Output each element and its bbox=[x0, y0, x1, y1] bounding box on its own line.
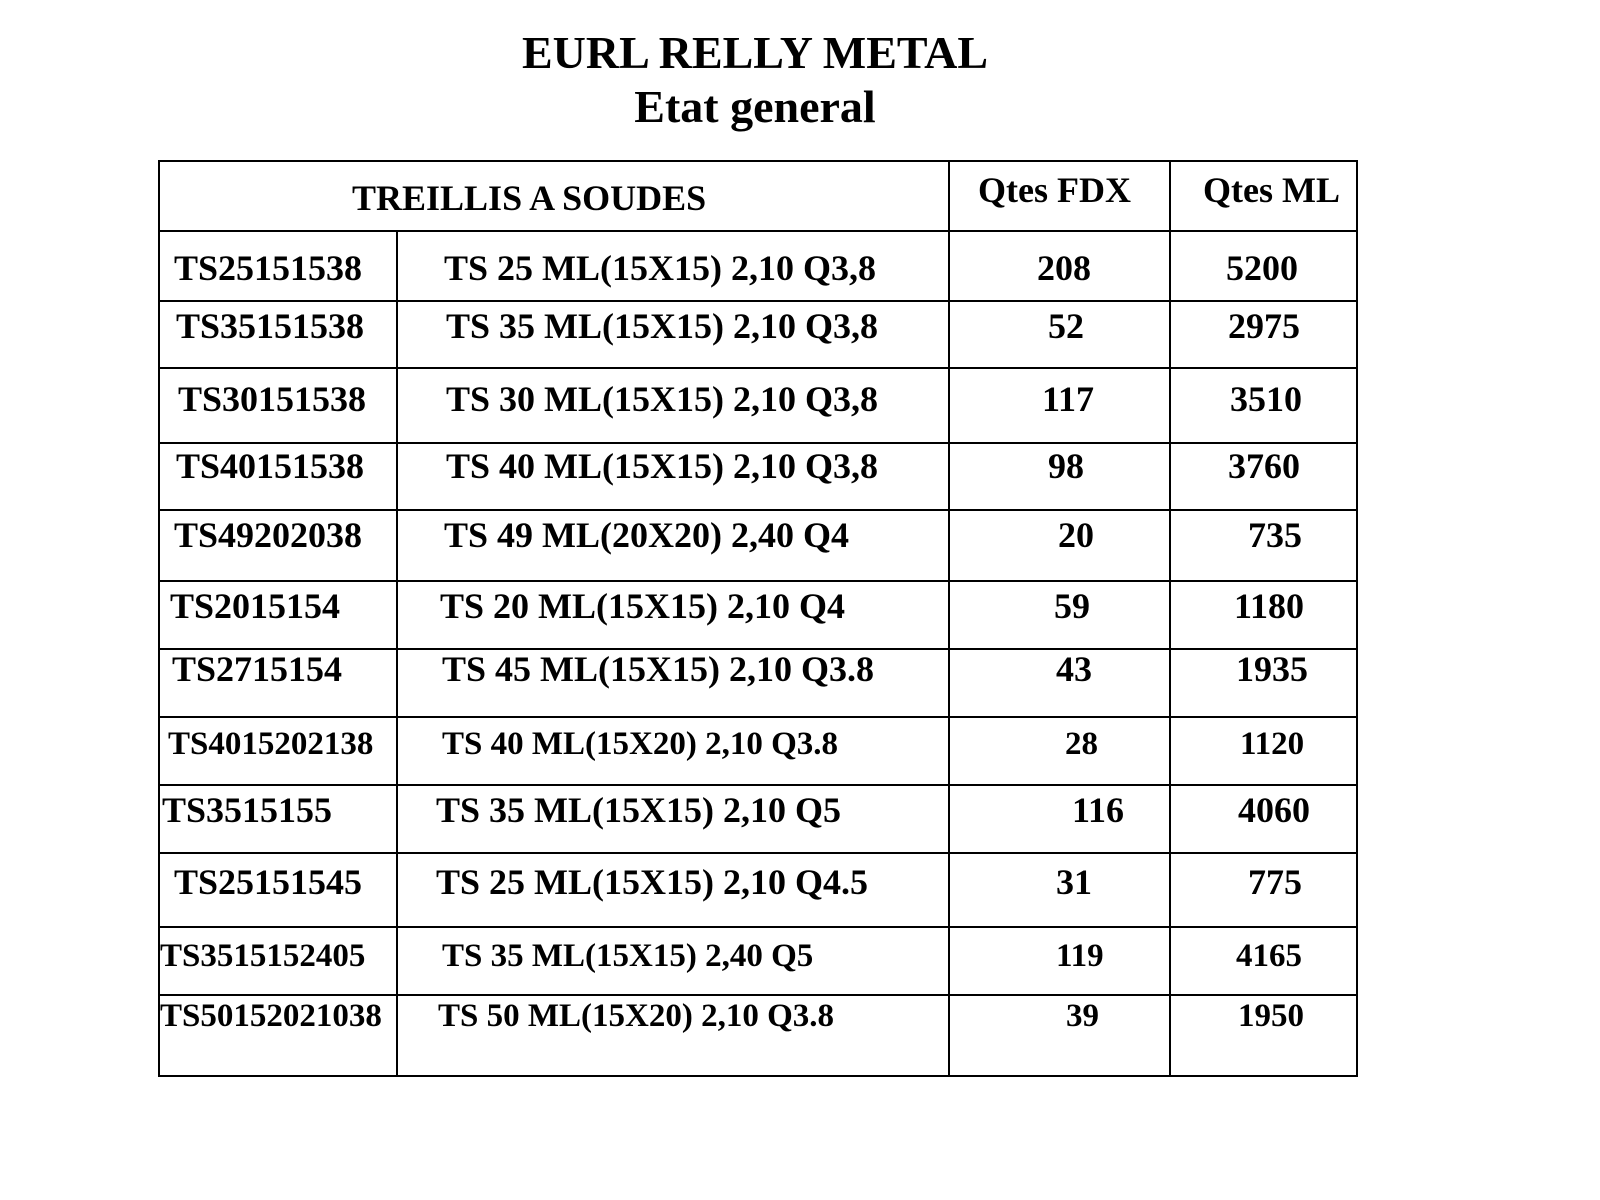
row-qty-fdx: 31 bbox=[1056, 862, 1092, 902]
row-qty-ml: 4165 bbox=[1236, 938, 1302, 974]
row-code: TS4015202138 bbox=[168, 726, 374, 762]
row-description: TS 25 ML(15X15) 2,10 Q4.5 bbox=[436, 862, 868, 902]
row-description: TS 35 ML(15X15) 2,40 Q5 bbox=[442, 938, 814, 974]
table-rule bbox=[948, 162, 950, 1077]
row-description: TS 40 ML(15X20) 2,10 Q3.8 bbox=[442, 726, 838, 762]
row-qty-fdx: 20 bbox=[1058, 515, 1094, 555]
row-description: TS 40 ML(15X15) 2,10 Q3,8 bbox=[446, 446, 878, 486]
row-code: TS49202038 bbox=[174, 515, 363, 555]
row-code: TS50152021038 bbox=[160, 998, 382, 1034]
row-description: TS 50 ML(15X20) 2,10 Q3.8 bbox=[438, 998, 834, 1034]
row-qty-ml: 1950 bbox=[1238, 998, 1304, 1034]
row-qty-ml: 4060 bbox=[1238, 790, 1310, 830]
table-rule bbox=[160, 994, 1356, 996]
row-qty-ml: 3760 bbox=[1228, 446, 1300, 486]
row-qty-ml: 1180 bbox=[1234, 586, 1305, 626]
row-code: TS40151538 bbox=[176, 446, 365, 486]
row-qty-fdx: 28 bbox=[1065, 726, 1098, 762]
row-code: TS3515152405 bbox=[160, 938, 366, 974]
row-qty-fdx: 52 bbox=[1048, 306, 1084, 346]
row-qty-fdx: 43 bbox=[1056, 649, 1092, 689]
table-rule bbox=[160, 300, 1356, 302]
table-rule bbox=[396, 230, 398, 1077]
row-qty-fdx: 208 bbox=[1037, 248, 1091, 288]
row-description: TS 35 ML(15X15) 2,10 Q5 bbox=[436, 790, 841, 830]
header-product: TREILLIS A SOUDES bbox=[352, 178, 707, 218]
row-qty-fdx: 59 bbox=[1054, 586, 1090, 626]
row-qty-ml: 3510 bbox=[1230, 379, 1302, 419]
row-code: TS30151538 bbox=[178, 379, 367, 419]
table-rule bbox=[160, 442, 1356, 444]
row-qty-ml: 775 bbox=[1248, 862, 1302, 902]
row-description: TS 35 ML(15X15) 2,10 Q3,8 bbox=[446, 306, 878, 346]
table-rule bbox=[160, 852, 1356, 854]
table-rule bbox=[1169, 162, 1171, 1077]
table-rule bbox=[160, 784, 1356, 786]
row-description: TS 20 ML(15X15) 2,10 Q4 bbox=[440, 586, 845, 626]
table-rule bbox=[160, 716, 1356, 718]
row-code: TS3515155 bbox=[162, 790, 333, 830]
row-qty-fdx: 116 bbox=[1072, 790, 1125, 830]
header-qty-ml: Qtes ML bbox=[1203, 170, 1340, 210]
row-qty-fdx: 119 bbox=[1056, 938, 1104, 974]
header-qty-fdx: Qtes FDX bbox=[978, 170, 1131, 210]
table-rule bbox=[160, 580, 1356, 582]
row-code: TS2715154 bbox=[172, 649, 343, 689]
row-code: TS25151538 bbox=[174, 248, 363, 288]
row-code: TS25151545 bbox=[174, 862, 363, 902]
row-description: TS 25 ML(15X15) 2,10 Q3,8 bbox=[444, 248, 876, 288]
row-qty-ml: 735 bbox=[1248, 515, 1302, 555]
row-qty-ml: 1120 bbox=[1240, 726, 1305, 762]
row-description: TS 30 ML(15X15) 2,10 Q3,8 bbox=[446, 379, 878, 419]
row-qty-fdx: 117 bbox=[1042, 379, 1095, 419]
inventory-table bbox=[158, 160, 1358, 1077]
row-description: TS 45 ML(15X15) 2,10 Q3.8 bbox=[442, 649, 874, 689]
row-qty-ml: 2975 bbox=[1228, 306, 1300, 346]
row-qty-fdx: 39 bbox=[1066, 998, 1099, 1034]
row-qty-ml: 1935 bbox=[1236, 649, 1308, 689]
table-rule bbox=[160, 230, 1356, 232]
row-code: TS2015154 bbox=[170, 586, 341, 626]
table-rule bbox=[160, 509, 1356, 511]
company-name: EURL RELLY METAL bbox=[521, 27, 989, 78]
row-qty-ml: 5200 bbox=[1226, 248, 1298, 288]
table-rule bbox=[160, 926, 1356, 928]
table-rule bbox=[160, 367, 1356, 369]
document-subtitle: Etat general bbox=[634, 81, 876, 132]
row-qty-fdx: 98 bbox=[1048, 446, 1084, 486]
row-description: TS 49 ML(20X20) 2,40 Q4 bbox=[444, 515, 849, 555]
row-code: TS35151538 bbox=[176, 306, 365, 346]
